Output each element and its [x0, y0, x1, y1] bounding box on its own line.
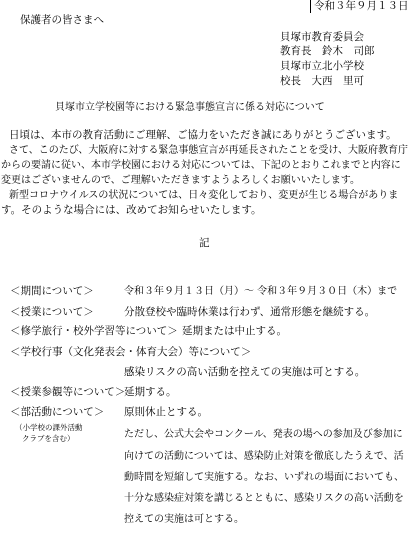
date-divider: [310, 0, 311, 13]
period-value: 令和３年９月１３日（月）～ 令和３年９月３０日（木）まで: [124, 286, 398, 297]
body-line-1: 日頃は、本市の教育活動にご理解、ご協力をいただき誠にありがとうございます。: [9, 129, 397, 141]
ki-heading: 記: [199, 237, 210, 249]
issuer-org-2: 貝塚市立北小学校: [280, 60, 364, 72]
trip-value: 延期または中止する。: [182, 325, 287, 337]
issuer-person-1: 教育長 鈴木 司郎: [280, 45, 375, 57]
club-note-1: （小学校の課外活動: [15, 423, 83, 432]
club-detail-line-4: 十分な感染症対策を講じるとともに、感染リスクの高い活動を: [124, 493, 404, 504]
club-detail-line-1: ただし、公式大会やコンクール、発表の場への参加及び参加に: [124, 429, 403, 440]
class-value: 分散登校や臨時休業は行わず、通常形態を継続する。: [124, 306, 376, 318]
body-line-2: さて、このたび、大阪府に対する緊急事態宣言が再延長されたことを受け、大阪府教育庁: [9, 145, 408, 156]
visit-value: 延期する。: [124, 386, 177, 398]
club-value: 原則休止とする。: [124, 406, 208, 418]
visit-label: ＜授業参観等について＞: [10, 386, 126, 398]
body-line-5: 新型コロナウイルスの状況については、日々変化しており、変更が生じる場合がありま: [9, 190, 399, 201]
body-line-3: からの要請に従い、本市学校園における対応については、下記のとおりこれまでと内容に: [1, 160, 401, 171]
trip-label: ＜修学旅行・校外学習等について＞: [10, 325, 178, 337]
document-title: 貝塚市立学校園等における緊急事態宣言に係る対応について: [55, 102, 325, 113]
club-label: ＜部活動について＞: [10, 406, 105, 418]
document-date: 令和３年９月１３日: [314, 0, 409, 12]
class-label: ＜授業について＞: [10, 306, 94, 318]
club-detail-line-2: 向けての活動については、感染防止対策を徹底したうえで、活: [124, 451, 404, 462]
period-label: ＜期間について＞: [10, 285, 94, 297]
issuer-person-2: 校長 大西 里可: [280, 75, 364, 87]
club-detail-line-5: 控えての実施は可とする。: [124, 514, 244, 525]
club-note-2: クラブを含む）: [22, 434, 75, 443]
club-detail-line-3: 動時間を短縮して実施する。なお、いずれの場面においても、: [124, 472, 404, 483]
body-line-4: 変更はございませんので、ご理解いただきますようよろしくお願いいたします。: [1, 175, 360, 186]
salutation: 保護者の皆さまへ: [20, 14, 104, 26]
issuer-org-1: 貝塚市教育委員会: [280, 31, 364, 43]
events-value: 感染リスクの高い活動を控えての実施は可とする。: [124, 366, 366, 378]
body-line-6: す。そのような場合には、改めてお知らせいたします。: [1, 204, 262, 216]
events-label: ＜学校行事（文化発表会・体育大会）等について＞: [10, 346, 252, 358]
